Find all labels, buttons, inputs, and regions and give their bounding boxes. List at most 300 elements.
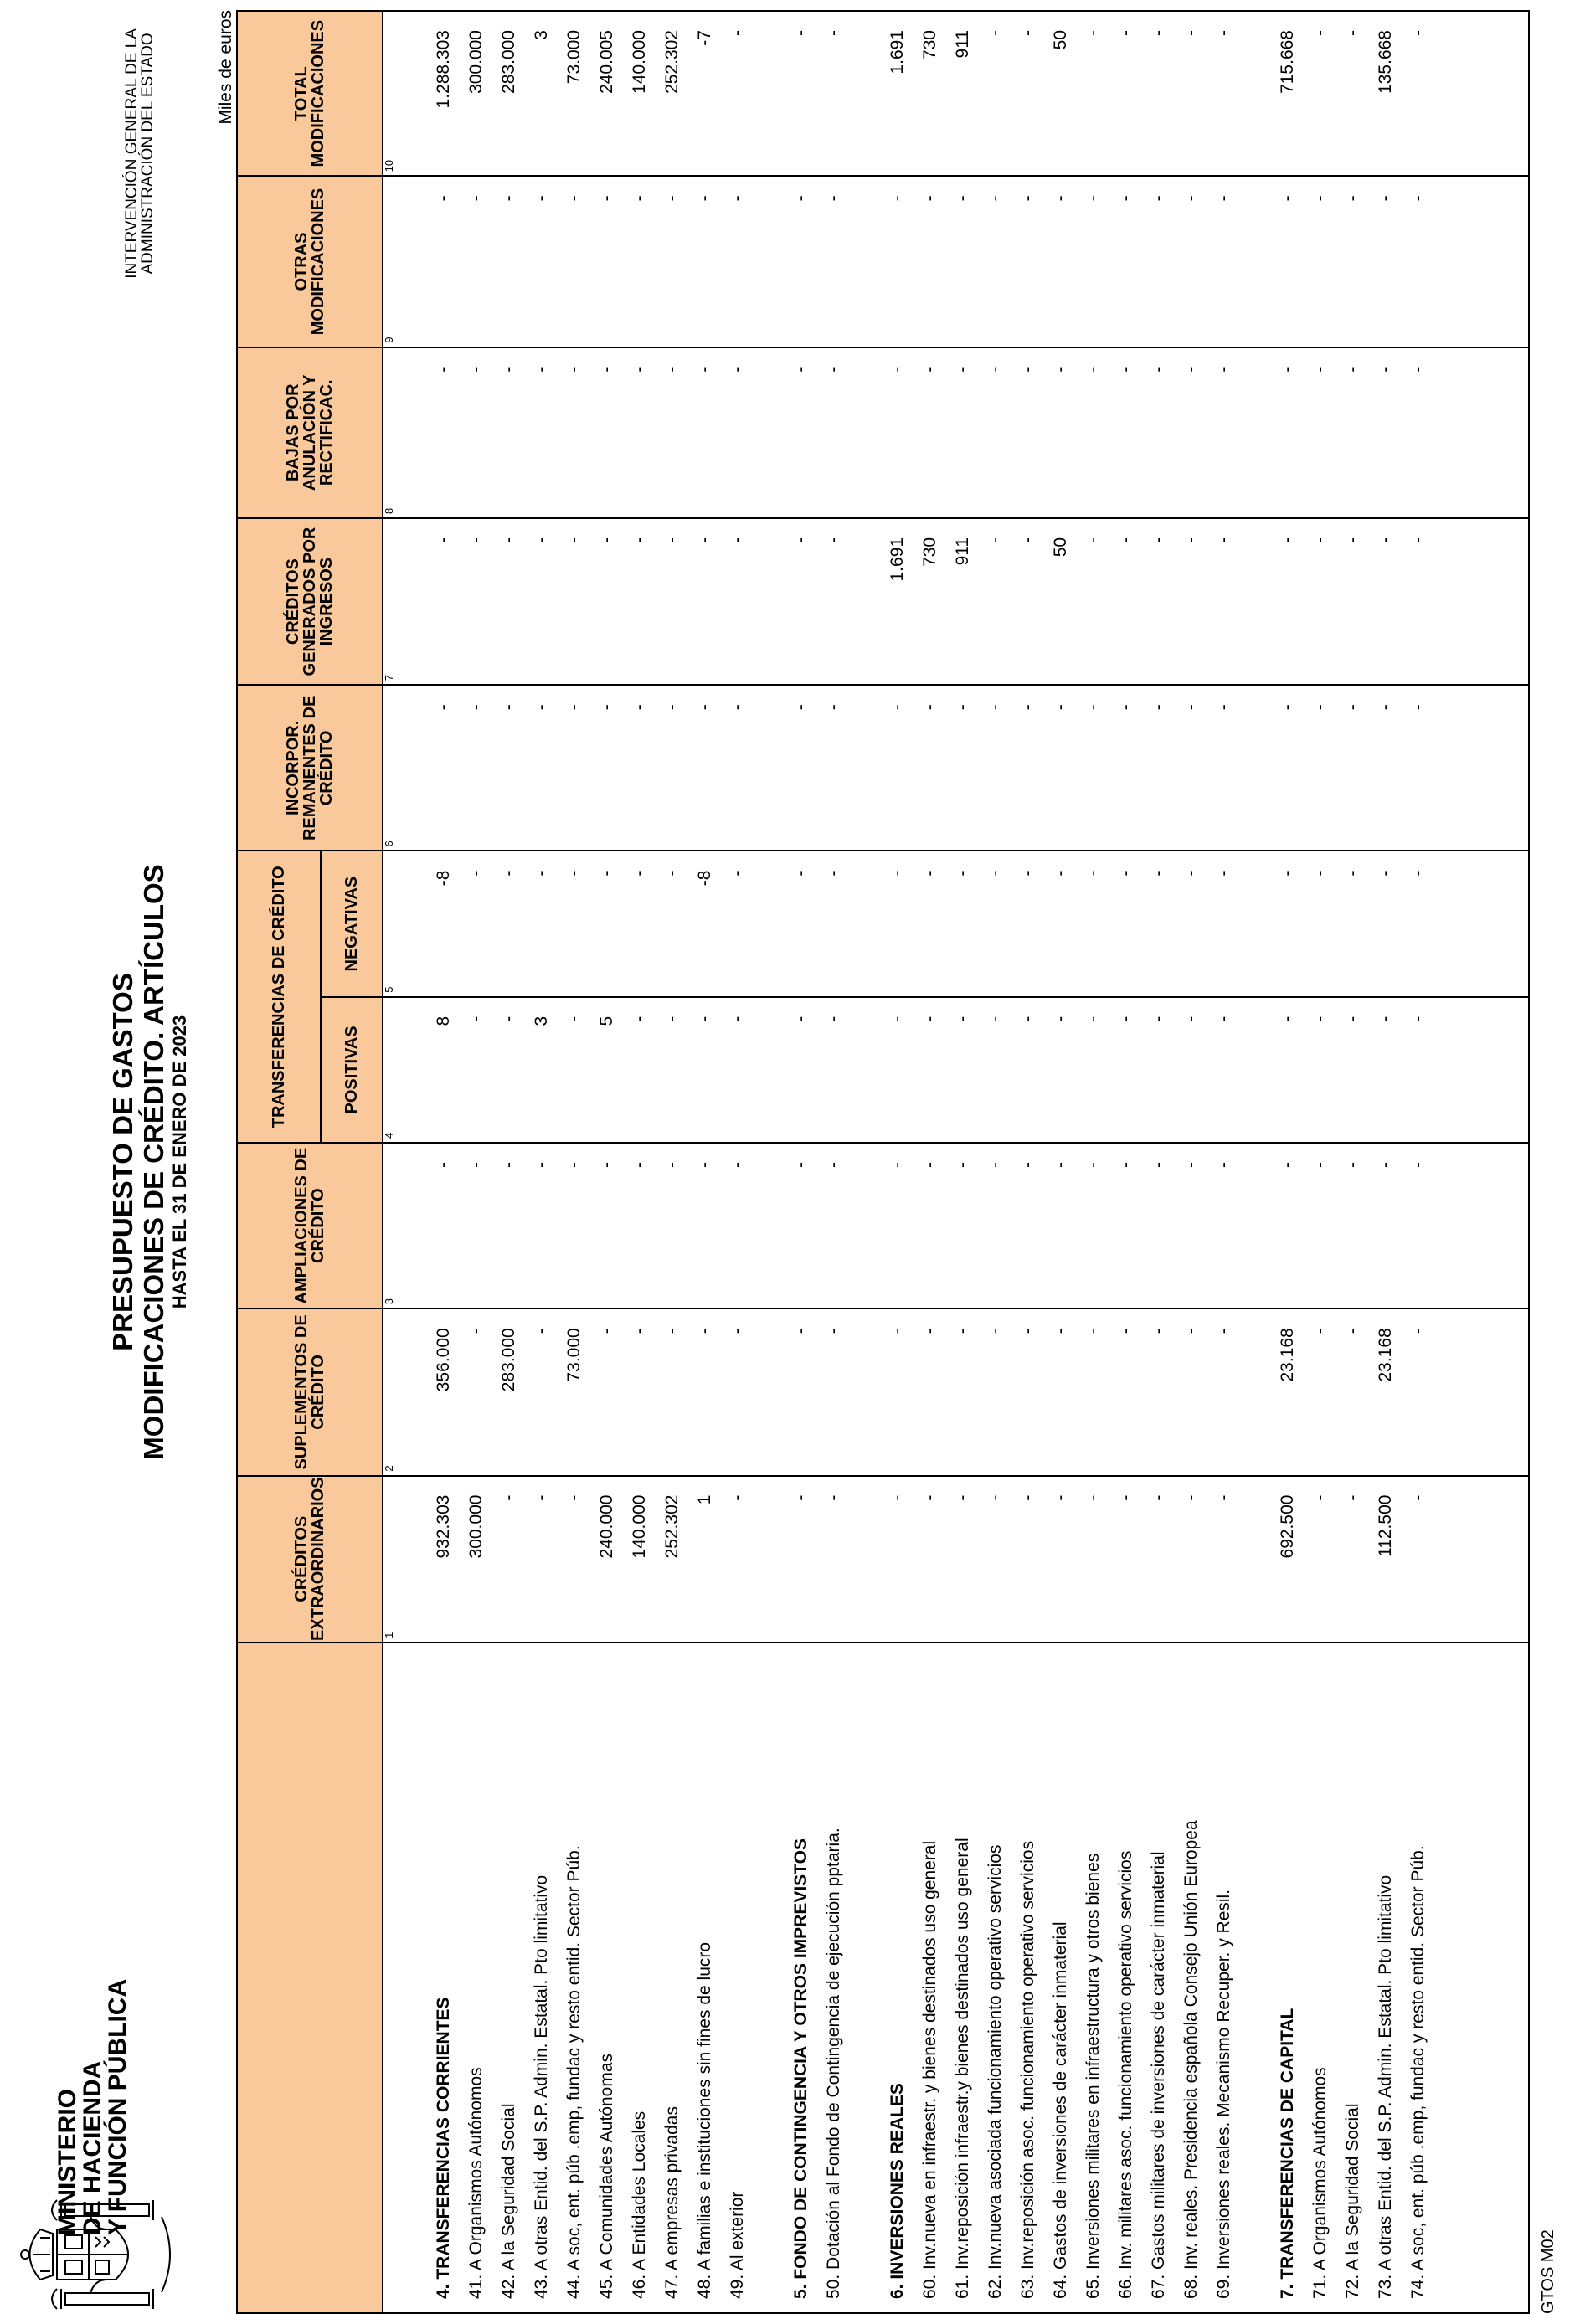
report-subtitle: MODIFICACIONES DE CRÉDITO. ARTÍCULOS xyxy=(138,864,169,1460)
row-label: 44. A soc, ent. púb .emp, fundac y resto entid. Sector Púb. xyxy=(564,1845,584,2299)
section-gap xyxy=(850,1477,881,1642)
cell-value: - xyxy=(888,195,907,202)
cell-value: - xyxy=(1051,870,1070,877)
row-label: 46. A Entidades Locales xyxy=(630,2111,649,2299)
cell-value: - xyxy=(1051,1494,1070,1501)
cell-value: - xyxy=(1214,1494,1233,1501)
col-number-3: 3 xyxy=(383,1143,399,1309)
cell-value: - xyxy=(1116,870,1135,877)
cell-value: - xyxy=(1181,1015,1201,1022)
cell-value: 3 xyxy=(532,30,551,40)
cell-value: - xyxy=(824,704,843,711)
cell-value: - xyxy=(1408,1494,1428,1501)
row-label: 63. Inv.reposición asoc. funcionamiento operativo servicios xyxy=(1018,1840,1037,2299)
col-number-1: 1 xyxy=(383,1476,399,1643)
cell-value: - xyxy=(1149,195,1168,202)
cell-value: - xyxy=(1343,1015,1362,1022)
cell-value: - xyxy=(1181,870,1201,877)
section-gap xyxy=(1240,1144,1271,1308)
cell-value: - xyxy=(1149,1162,1168,1168)
cell-value: - xyxy=(1214,195,1233,202)
cell-value: - xyxy=(1408,195,1428,202)
cell-value: 23.168 xyxy=(1376,1328,1395,1382)
cell-value: - xyxy=(564,366,584,373)
cell-value: - xyxy=(888,1162,907,1168)
cell-value: - xyxy=(1408,704,1428,711)
cell-value: - xyxy=(1116,537,1135,543)
section-gap xyxy=(1240,1477,1271,1642)
cell-value: - xyxy=(791,366,811,373)
top-spacer xyxy=(399,998,427,1142)
cell-value: - xyxy=(728,366,747,373)
cell-value: - xyxy=(1214,1015,1233,1022)
cell-value: 140.000 xyxy=(630,30,649,94)
section-gap xyxy=(850,12,881,175)
cell-value: - xyxy=(953,1328,972,1334)
cell-value: - xyxy=(466,1015,486,1022)
cell-value: - xyxy=(1214,870,1233,877)
cell-value: 283.000 xyxy=(499,1328,518,1392)
section-gap xyxy=(850,686,881,850)
cell-value: - xyxy=(953,870,972,877)
cell-value: - xyxy=(1018,870,1037,877)
cell-value: - xyxy=(1278,704,1297,711)
top-spacer xyxy=(399,348,427,517)
cell-value: - xyxy=(499,366,518,373)
cell-value: - xyxy=(532,537,551,543)
col-number-6: 6 xyxy=(383,685,399,851)
cell-value: - xyxy=(630,537,649,543)
cell-value: - xyxy=(953,195,972,202)
cell-value: 252.302 xyxy=(662,1494,682,1559)
cell-value: 730 xyxy=(920,537,939,567)
cell-value: - xyxy=(986,1015,1005,1022)
cell-value: - xyxy=(1051,1162,1070,1168)
cell-value: - xyxy=(630,1015,649,1022)
cell-value: - xyxy=(466,704,486,711)
cell-value: - xyxy=(597,1162,616,1168)
col-number-4: 4 xyxy=(383,997,399,1143)
cell-value: - xyxy=(1278,870,1297,877)
ministry-line-3: Y FUNCIÓN PÚBLICA xyxy=(104,1978,131,2235)
section-label: 6. INVERSIONES REALES xyxy=(888,2083,907,2299)
cell-value: 715.668 xyxy=(1278,30,1297,94)
cell-value: - xyxy=(1051,1015,1070,1022)
cell-value: - xyxy=(1018,1015,1037,1022)
cell-value: - xyxy=(695,1328,714,1334)
cell-value: - xyxy=(1310,1328,1330,1334)
cell-value: - xyxy=(824,195,843,202)
section-gap xyxy=(1240,998,1271,1142)
cell-value: - xyxy=(824,537,843,543)
cell-value: - xyxy=(662,870,682,877)
cell-value: 23.168 xyxy=(1278,1328,1297,1382)
cell-value: - xyxy=(1343,195,1362,202)
row-label: 43. A otras Entid. del S.P. Admin. Estatal. Pto limitativo xyxy=(532,1874,551,2299)
cell-value: - xyxy=(1278,195,1297,202)
row-label: 74. A soc, ent. púb .emp, fundac y resto entid. Sector Púb. xyxy=(1408,1845,1428,2299)
cell-value: - xyxy=(1116,30,1135,36)
cell-value: - xyxy=(1408,537,1428,543)
cell-value: 692.500 xyxy=(1278,1494,1297,1559)
section-gap xyxy=(850,1309,881,1474)
section-gap xyxy=(754,12,785,175)
cell-value: - xyxy=(986,1494,1005,1501)
row-label: 50. Dotación al Fondo de Contingencia de ejecución pptaria. xyxy=(824,1828,843,2299)
cell-value: - xyxy=(662,195,682,202)
cell-value: - xyxy=(1343,1494,1362,1501)
section-gap xyxy=(850,177,881,346)
cell-value: - xyxy=(1018,1328,1037,1334)
cell-value: - xyxy=(434,1162,453,1168)
cell-value: - xyxy=(1083,1162,1103,1168)
section-gap xyxy=(754,1477,785,1642)
row-label: 68. Inv. reales. Presidencia española Consejo Unión Europea xyxy=(1181,1820,1201,2299)
cell-value: - xyxy=(1018,1494,1037,1501)
cell-value: - xyxy=(888,1494,907,1501)
section-gap xyxy=(754,348,785,517)
cell-value: - xyxy=(824,366,843,373)
cell-value: - xyxy=(791,1015,811,1022)
cell-value: - xyxy=(1149,704,1168,711)
section-gap xyxy=(850,1643,881,2299)
cell-value: 73.000 xyxy=(564,30,584,85)
cell-value: - xyxy=(1408,366,1428,373)
cell-value: - xyxy=(1083,366,1103,373)
cell-value: - xyxy=(1310,195,1330,202)
section-gap xyxy=(850,852,881,996)
cell-value: - xyxy=(1018,30,1037,36)
cell-value: - xyxy=(564,1494,584,1501)
cell-value: - xyxy=(1083,30,1103,36)
col-number-10: 10 xyxy=(383,11,399,176)
ministry-line-2: DE HACIENDA xyxy=(79,2060,106,2235)
cell-value: 1 xyxy=(695,1494,714,1505)
cell-value: - xyxy=(597,195,616,202)
table-body-row xyxy=(399,11,1529,2313)
cell-value: - xyxy=(532,366,551,373)
cell-value: - xyxy=(986,1328,1005,1334)
units-label: Miles de euros xyxy=(216,10,235,125)
cell-value: 911 xyxy=(953,537,972,566)
section-gap xyxy=(754,852,785,996)
cell-value: - xyxy=(532,195,551,202)
cell-value: - xyxy=(791,195,811,202)
cell-value: - xyxy=(791,1494,811,1501)
cell-value: - xyxy=(662,704,682,711)
section-gap xyxy=(754,1309,785,1474)
cell-value: - xyxy=(1343,870,1362,877)
row-label: 73. A otras Entid. del S.P. Admin. Estatal. Pto limitativo xyxy=(1376,1874,1395,2299)
cell-value: - xyxy=(920,1494,939,1501)
cell-value: - xyxy=(1083,704,1103,711)
col-number-7: 7 xyxy=(383,518,399,685)
cell-value: 252.302 xyxy=(662,30,682,94)
cell-value: - xyxy=(824,1328,843,1334)
cell-value: - xyxy=(888,704,907,711)
cell-value: -8 xyxy=(695,870,714,887)
cell-value: - xyxy=(728,704,747,711)
cell-value: - xyxy=(920,1328,939,1334)
values-column-1 xyxy=(399,1476,1529,1643)
cell-value: 911 xyxy=(953,30,972,59)
top-spacer xyxy=(399,1643,427,2299)
cell-value: - xyxy=(499,1015,518,1022)
cell-value: -7 xyxy=(695,30,714,46)
cell-value: 73.000 xyxy=(564,1328,584,1382)
cell-value: - xyxy=(920,1162,939,1168)
cell-value: - xyxy=(986,30,1005,36)
values-column-3 xyxy=(399,1143,1529,1309)
cell-value: - xyxy=(1083,1015,1103,1022)
col-header-8: BAJAS POR ANULACIÓN Y RECTIFICAC. xyxy=(237,347,383,518)
cell-value: - xyxy=(824,1015,843,1022)
cell-value: - xyxy=(1214,1328,1233,1334)
cell-value: - xyxy=(888,1015,907,1022)
values-column-5 xyxy=(399,851,1529,997)
cell-value: - xyxy=(1149,537,1168,543)
section-label: 4. TRANSFERENCIAS CORRIENTES xyxy=(434,1997,453,2299)
cell-value: - xyxy=(1051,195,1070,202)
cell-value: - xyxy=(1149,1328,1168,1334)
cell-value: 5 xyxy=(597,1015,616,1026)
section-gap xyxy=(1240,852,1271,996)
cell-value: - xyxy=(1051,704,1070,711)
cell-value: 1.288.303 xyxy=(434,30,453,109)
cell-value: 1.691 xyxy=(888,30,907,75)
cell-value: - xyxy=(986,1162,1005,1168)
cell-value: - xyxy=(499,870,518,877)
cell-value: - xyxy=(1343,1328,1362,1334)
ministry-line-1: MINISTERIO xyxy=(54,2088,81,2235)
cell-value: - xyxy=(953,1162,972,1168)
values-column-2 xyxy=(399,1309,1529,1475)
cell-value: - xyxy=(1181,30,1201,36)
row-label: 45. A Comunidades Autónomas xyxy=(597,2053,616,2299)
cell-value: - xyxy=(888,366,907,373)
row-label: 61. Inv.reposición infraestr.y bienes destinados uso general xyxy=(953,1838,972,2299)
group-header-transferencias: TRANSFERENCIAS DE CRÉDITO xyxy=(237,851,321,1144)
cell-value: - xyxy=(662,1015,682,1022)
cell-value: - xyxy=(1376,870,1395,877)
cell-value: 300.000 xyxy=(466,1494,486,1559)
cell-value: - xyxy=(466,1328,486,1334)
report-date: HASTA EL 31 DE ENERO DE 2023 xyxy=(169,1015,190,1309)
row-label: 41. A Organismos Autónomos xyxy=(466,2067,486,2299)
cell-value: - xyxy=(1278,537,1297,543)
section-gap xyxy=(754,686,785,850)
cell-value: - xyxy=(1278,1015,1297,1022)
values-column-4 xyxy=(399,997,1529,1143)
cell-value: - xyxy=(1083,870,1103,877)
cell-value: - xyxy=(1051,366,1070,373)
section-gap xyxy=(850,998,881,1142)
cell-value: - xyxy=(466,537,486,543)
top-spacer xyxy=(399,1477,427,1642)
concept-number-cell xyxy=(383,1643,399,2313)
cell-value: - xyxy=(662,366,682,373)
cell-value: - xyxy=(1343,366,1362,373)
report-title-block xyxy=(104,0,191,2324)
top-spacer xyxy=(399,1144,427,1308)
section-gap xyxy=(1240,177,1271,346)
cell-value: - xyxy=(434,195,453,202)
cell-value: 50 xyxy=(1051,30,1070,50)
cell-value: - xyxy=(1310,1494,1330,1501)
cell-value: - xyxy=(597,870,616,877)
cell-value: - xyxy=(1116,1015,1135,1022)
cell-value: - xyxy=(888,1328,907,1334)
cell-value: - xyxy=(1018,366,1037,373)
cell-value: - xyxy=(1018,537,1037,543)
cell-value: - xyxy=(499,704,518,711)
cell-value: - xyxy=(953,1015,972,1022)
cell-value: - xyxy=(1343,537,1362,543)
section-gap xyxy=(1240,1309,1271,1474)
cell-value: 300.000 xyxy=(466,30,486,94)
cell-value: - xyxy=(662,1328,682,1334)
col-number-5: 5 xyxy=(383,851,399,997)
cell-value: - xyxy=(1181,1494,1201,1501)
col-header-4: POSITIVAS xyxy=(321,997,383,1143)
section-gap xyxy=(754,1643,785,2299)
col-number-8: 8 xyxy=(383,347,399,518)
cell-value: - xyxy=(1181,704,1201,711)
cell-value: - xyxy=(1310,704,1330,711)
cell-value: - xyxy=(1278,1162,1297,1168)
cell-value: - xyxy=(1116,195,1135,202)
row-label: 67. Gastos militares de inversiones de carácter inmaterial xyxy=(1149,1851,1168,2299)
cell-value: - xyxy=(824,30,843,36)
cell-value: - xyxy=(564,537,584,543)
section-gap xyxy=(1240,686,1271,850)
cell-value: - xyxy=(564,1162,584,1168)
values-column-9 xyxy=(399,176,1529,347)
cell-value: - xyxy=(532,870,551,877)
col-header-5: NEGATIVAS xyxy=(321,851,383,997)
cell-value: - xyxy=(728,1015,747,1022)
cell-value: - xyxy=(728,195,747,202)
cell-value: - xyxy=(824,1494,843,1501)
section-label: 7. TRANSFERENCIAS DE CAPITAL xyxy=(1278,2008,1297,2299)
cell-value: - xyxy=(953,1494,972,1501)
cell-value: 356.000 xyxy=(434,1328,453,1392)
col-header-7: CRÉDITOS GENERADOS POR INGRESOS xyxy=(237,518,383,685)
col-number-2: 2 xyxy=(383,1309,399,1475)
cell-value: - xyxy=(1181,195,1201,202)
cell-value: - xyxy=(662,1162,682,1168)
cell-value: - xyxy=(1310,1015,1330,1022)
row-label: 49. Al exterior xyxy=(728,2191,747,2299)
cell-value: - xyxy=(466,870,486,877)
cell-value: - xyxy=(1310,537,1330,543)
cell-value: - xyxy=(1181,537,1201,543)
cell-value: - xyxy=(986,870,1005,877)
cell-value: - xyxy=(499,1162,518,1168)
cell-value: 140.000 xyxy=(630,1494,649,1559)
cell-value: - xyxy=(466,1162,486,1168)
cell-value: - xyxy=(920,1015,939,1022)
top-spacer xyxy=(399,177,427,346)
cell-value: - xyxy=(1181,1162,1201,1168)
cell-value: - xyxy=(1310,366,1330,373)
col-header-6: INCORPOR. REMANENTES DE CRÉDITO xyxy=(237,685,383,851)
cell-value: - xyxy=(434,704,453,711)
cell-value: - xyxy=(986,537,1005,543)
top-spacer xyxy=(399,686,427,850)
section-gap xyxy=(754,177,785,346)
col-header-1: CRÉDITOS EXTRAORDINARIOS xyxy=(237,1476,383,1643)
section-gap xyxy=(850,519,881,684)
cell-value: - xyxy=(1214,537,1233,543)
cell-value: - xyxy=(695,704,714,711)
cell-value: - xyxy=(1181,1328,1201,1334)
cell-value: 1.691 xyxy=(888,537,907,582)
cell-value: -8 xyxy=(434,870,453,887)
cell-value: - xyxy=(728,1494,747,1501)
cell-value: - xyxy=(1116,1328,1135,1334)
cell-value: - xyxy=(564,1015,584,1022)
cell-value: - xyxy=(564,870,584,877)
agency-name xyxy=(124,28,156,279)
cell-value: - xyxy=(466,195,486,202)
cell-value: - xyxy=(630,195,649,202)
cell-value: - xyxy=(695,537,714,543)
cell-value: - xyxy=(630,1328,649,1334)
cell-value: - xyxy=(1149,30,1168,36)
concept-labels-column xyxy=(399,1643,1529,2313)
cell-value: - xyxy=(1083,195,1103,202)
row-label: 42. A la Seguridad Social xyxy=(499,2103,518,2299)
cell-value: 135.668 xyxy=(1376,30,1395,94)
cell-value: - xyxy=(597,1328,616,1334)
cell-value: 730 xyxy=(920,30,939,60)
row-label: 47. A empresas privadas xyxy=(662,2106,682,2299)
cell-value: - xyxy=(1310,30,1330,36)
cell-value: - xyxy=(1018,704,1037,711)
cell-value: - xyxy=(1408,870,1428,877)
cell-value: - xyxy=(920,195,939,202)
cell-value: - xyxy=(1343,30,1362,36)
cell-value: - xyxy=(888,870,907,877)
section-gap xyxy=(1240,348,1271,517)
cell-value: - xyxy=(791,537,811,543)
cell-value: - xyxy=(953,366,972,373)
modifications-table xyxy=(236,10,1530,2314)
cell-value: - xyxy=(1083,537,1103,543)
cell-value: - xyxy=(564,704,584,711)
row-label: 60. Inv.nueva en infraestr. y bienes destinados uso general xyxy=(920,1840,939,2299)
cell-value: - xyxy=(1376,1162,1395,1168)
col-header-9: OTRAS MODIFICACIONES xyxy=(237,176,383,347)
cell-value: - xyxy=(630,366,649,373)
cell-value: - xyxy=(791,870,811,877)
cell-value: - xyxy=(564,195,584,202)
cell-value: - xyxy=(728,30,747,36)
agency-line-2: ADMINISTRACIÓN DEL ESTADO xyxy=(139,33,157,275)
cell-value: - xyxy=(466,366,486,373)
row-label: 72. A la Seguridad Social xyxy=(1343,2103,1362,2299)
cell-value: 3 xyxy=(532,1015,551,1026)
cell-value: - xyxy=(434,366,453,373)
values-column-10 xyxy=(399,11,1529,176)
cell-value: - xyxy=(1116,366,1135,373)
report-code: GTOS M02 xyxy=(1539,2229,1557,2314)
cell-value: - xyxy=(695,1015,714,1022)
cell-value: - xyxy=(1310,870,1330,877)
section-gap xyxy=(850,348,881,517)
cell-value: - xyxy=(791,1162,811,1168)
